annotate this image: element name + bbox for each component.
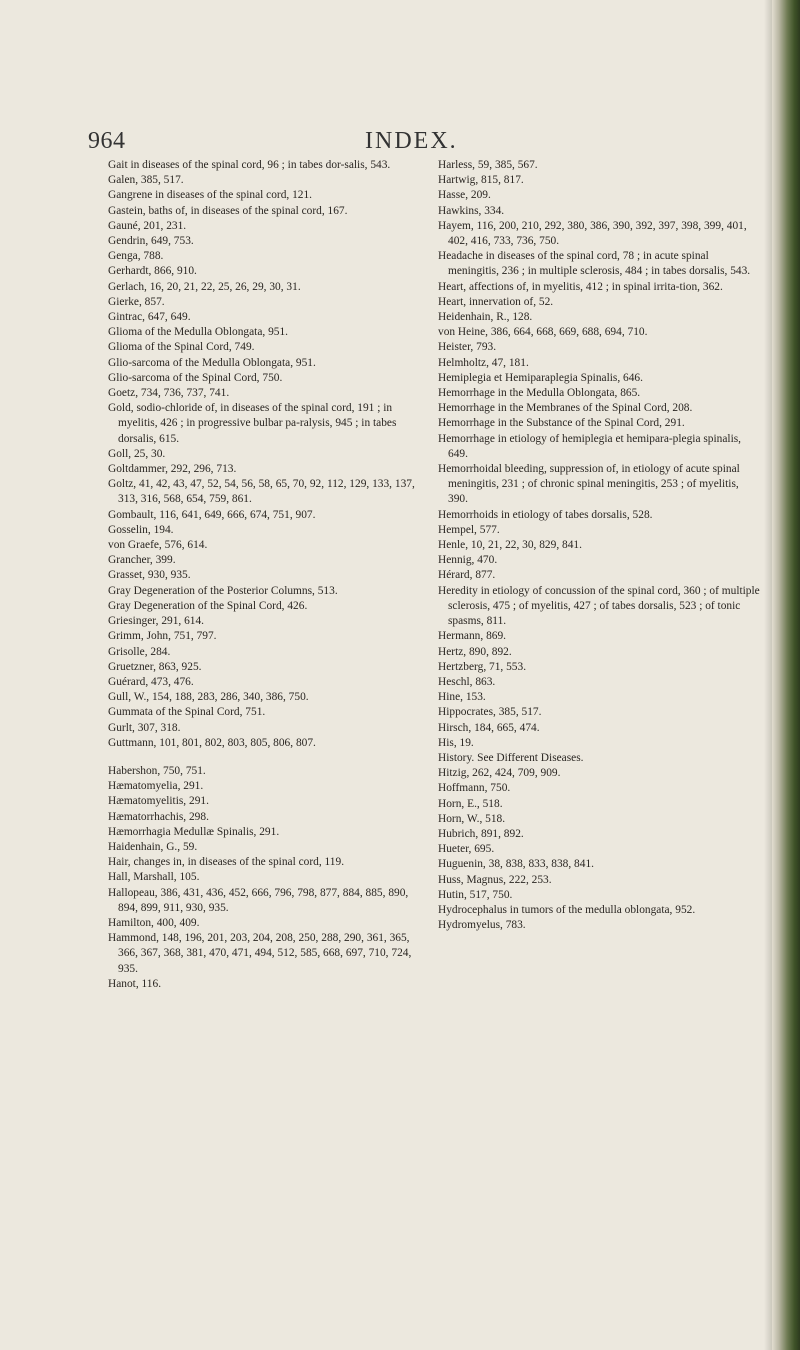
index-entry: Gait in diseases of the spinal cord, 96 ; in tabes dor-salis, 543. <box>108 159 391 171</box>
index-entry: Hitzig, 262, 424, 709, 909. <box>438 767 561 780</box>
index-entry: Hempel, 577. <box>438 523 500 536</box>
index-entry: Glio-sarcoma of the Spinal Cord, 750. <box>108 371 283 384</box>
index-entry: Goltz, 41, 42, 43, 47, 52, 54, 56, 58, 65, 70, 92, 112, 129, 133, 137, 313, 316, 568, 654, 759, 861. <box>108 478 415 506</box>
index-entry: Gruetzner, 863, 925. <box>108 660 202 673</box>
index-entry: von Graefe, 576, 614. <box>108 539 208 552</box>
index-entry: Goltdammer, 292, 296, 713. <box>108 463 237 476</box>
book-edge <box>772 0 800 1350</box>
index-entry: Heart, affections of, in myelitis, 412 ; in spinal irrita-tion, 362. <box>438 280 723 293</box>
running-head: INDEX. <box>365 128 458 154</box>
index-entry: Heister, 793. <box>438 341 497 354</box>
index-entry: Hawkins, 334. <box>438 204 505 217</box>
index-entry: Griesinger, 291, 614. <box>108 615 205 628</box>
index-entry: Hæmatorrhachis, 298. <box>108 810 209 823</box>
index-entry: Gintrac, 647, 649. <box>108 311 191 324</box>
index-entry: Gummata of the Spinal Cord, 751. <box>108 706 266 719</box>
index-entry: Gauné, 201, 231. <box>108 219 187 232</box>
index-entry: Hydrocephalus in tumors of the medulla oblongata, 952. <box>438 903 696 916</box>
index-entry: Glioma of the Medulla Oblongata, 951. <box>108 326 288 339</box>
index-entry: Heart, innervation of, 52. <box>438 295 554 308</box>
index-entry: Horn, W., 518. <box>438 812 506 825</box>
index-entry: Harless, 59, 385, 567. <box>438 159 538 171</box>
index-entry: Hemorrhage in etiology of hemiplegia et hemipara-plegia spinalis, 649. <box>438 432 742 460</box>
index-entry: Hallopeau, 386, 431, 436, 452, 666, 796, 798, 877, 884, 885, 890, 894, 899, 911, 930, 935. <box>108 886 409 914</box>
index-entry: Hayem, 116, 200, 210, 292, 380, 386, 390, 392, 397, 398, 399, 401, 402, 416, 733, 736, 750. <box>438 219 747 248</box>
index-entry: Hueter, 695. <box>438 843 495 856</box>
index-entry: Gosselin, 194. <box>108 523 174 536</box>
index-column-right <box>438 158 760 933</box>
index-entry: Heredity in etiology of concussion of the spinal cord, 360 ; of multiple sclerosis, 475 ; of myelitis, 427 ; of tabes dorsalis, 523 ; of tonic spasms, 811. <box>438 584 760 628</box>
index-entry: Gurlt, 307, 318. <box>108 721 181 734</box>
index-entry: Gastein, baths of, in diseases of the spinal cord, 167. <box>108 204 348 217</box>
index-entry: Henle, 10, 21, 22, 30, 829, 841. <box>438 539 582 552</box>
index-column-left <box>108 158 424 992</box>
index-entry: Hammond, 148, 196, 201, 203, 204, 208, 250, 288, 290, 361, 365, 366, 367, 368, 381, 470, 471, 494, 512, 585, 668, 697, 710, 724, 935. <box>108 932 412 975</box>
index-entry: Gombault, 116, 641, 649, 666, 674, 751, 907. <box>108 508 316 521</box>
index-entry: Hamilton, 400, 409. <box>108 916 200 929</box>
index-entry: Hæmorrhagia Medullæ Spinalis, 291. <box>108 825 280 838</box>
index-entry: Hermann, 869. <box>438 630 507 643</box>
index-entry: Hall, Marshall, 105. <box>108 871 200 884</box>
index-entry: Hemiplegia et Hemiparaplegia Spinalis, 646. <box>438 371 643 384</box>
index-entry: His, 19. <box>438 736 474 749</box>
index-entry: Galen, 385, 517. <box>108 174 184 187</box>
index-entry: Genga, 788. <box>108 250 164 263</box>
index-entry: Gray Degeneration of the Spinal Cord, 426. <box>108 599 308 612</box>
index-entry: Hérard, 877. <box>438 569 496 582</box>
index-entry: Gerhardt, 866, 910. <box>108 265 197 278</box>
index-entry: Helmholtz, 47, 181. <box>438 356 529 369</box>
index-entry: Hertzberg, 71, 553. <box>438 660 527 673</box>
index-entry: Gangrene in diseases of the spinal cord, 121. <box>108 189 313 202</box>
index-entry: Goetz, 734, 736, 737, 741. <box>108 387 230 400</box>
index-entry: Hydromyelus, 783. <box>438 919 526 932</box>
index-entry: Guttmann, 101, 801, 802, 803, 805, 806, 807. <box>108 736 316 749</box>
index-entry: Hartwig, 815, 817. <box>438 174 524 187</box>
index-entry: Hanot, 116. <box>108 977 162 990</box>
index-entry: Gold, sodio-chloride of, in diseases of the spinal cord, 191 ; in myelitis, 426 ; in progressive bulbar pa-ralysis, 945 ; in tabes dorsalis, 615. <box>108 402 397 445</box>
index-entry: Gendrin, 649, 753. <box>108 235 194 248</box>
index-entry: Grisolle, 284. <box>108 645 171 658</box>
index-entry: Glio-sarcoma of the Medulla Oblongata, 951. <box>108 356 316 369</box>
index-entry: Hæmatomyelia, 291. <box>108 780 204 793</box>
index-entry: Hertz, 890, 892. <box>438 645 512 658</box>
index-entry: Huguenin, 38, 838, 833, 838, 841. <box>438 858 594 871</box>
index-entry: History. See Different Diseases. <box>438 751 584 764</box>
index-entry: Grimm, John, 751, 797. <box>108 630 217 643</box>
index-entry: Hubrich, 891, 892. <box>438 827 524 840</box>
index-entry: Glioma of the Spinal Cord, 749. <box>108 341 255 354</box>
index-entry: Hemorrhage in the Membranes of the Spinal Cord, 208. <box>438 402 693 415</box>
index-entry: Hirsch, 184, 665, 474. <box>438 721 540 734</box>
index-entry: Hemorrhoidal bleeding, suppression of, in etiology of acute spinal meningitis, 231 ; of chronic spinal meningitis, 253 ; of myelitis, 390. <box>438 463 740 506</box>
index-entry: Guérard, 473, 476. <box>108 675 194 688</box>
index-entry: Hemorrhoids in etiology of tabes dorsalis, 528. <box>438 508 653 521</box>
index-entry: Headache in diseases of the spinal cord, 78 ; in acute spinal meningitis, 236 ; in multiple sclerosis, 484 ; in tabes dorsalis, 543. <box>438 250 751 278</box>
index-entry: Hæmatomyelitis, 291. <box>108 795 209 808</box>
index-entry: Heschl, 863. <box>438 675 496 688</box>
page-edge-shadow <box>764 0 772 1350</box>
index-entry: Gray Degeneration of the Posterior Columns, 513. <box>108 584 338 597</box>
index-entry: Hippocrates, 385, 517. <box>438 706 542 719</box>
index-entry: Hine, 153. <box>438 691 486 704</box>
index-entry: Heidenhain, R., 128. <box>438 311 533 324</box>
index-entry: Hemorrhage in the Substance of the Spinal Cord, 291. <box>438 417 685 430</box>
index-entry: Grasset, 930, 935. <box>108 569 191 582</box>
index-entry: Horn, E., 518. <box>438 797 503 810</box>
index-entry: Gerlach, 16, 20, 21, 22, 25, 26, 29, 30, 31. <box>108 280 301 293</box>
index-entry: Hennig, 470. <box>438 554 498 567</box>
index-entry: Gierke, 857. <box>108 295 165 308</box>
index-entry: Grancher, 399. <box>108 554 176 567</box>
index-entry: Goll, 25, 30. <box>108 447 166 460</box>
index-entry: von Heine, 386, 664, 668, 669, 688, 694, 710. <box>438 326 648 339</box>
index-entry: Gull, W., 154, 188, 283, 286, 340, 386, 750. <box>108 691 309 704</box>
index-entry: Hoffmann, 750. <box>438 782 511 795</box>
index-entry: Hemorrhage in the Medulla Oblongata, 865. <box>438 387 641 400</box>
page-number: 964 <box>88 128 126 154</box>
index-entry: Hutin, 517, 750. <box>438 888 513 901</box>
index-entry: Habershon, 750, 751. <box>108 764 206 777</box>
index-entry: Hair, changes in, in diseases of the spinal cord, 119. <box>108 856 345 869</box>
index-entry: Hasse, 209. <box>438 189 491 202</box>
index-entry: Huss, Magnus, 222, 253. <box>438 873 552 886</box>
index-entry: Haidenhain, G., 59. <box>108 840 198 853</box>
